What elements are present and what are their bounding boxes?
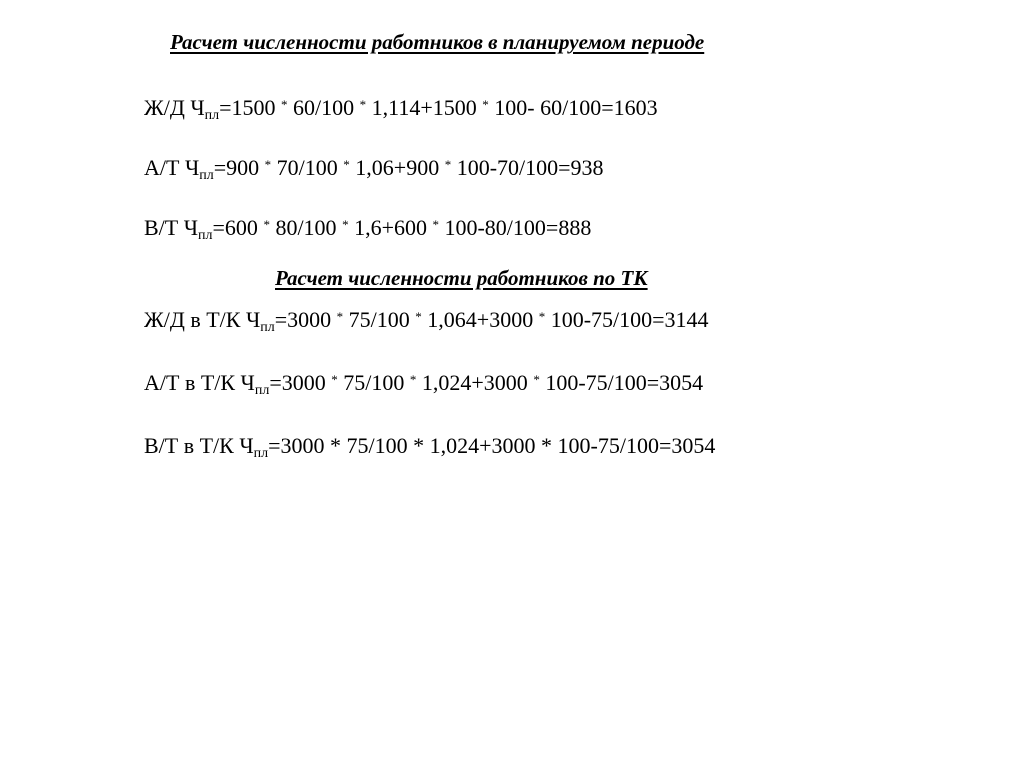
- formula-line: Ж/Д $Ч_{пл}=1500$ * 60/100 * 1,114+1500 * 100- 60/100=1603: [144, 95, 658, 123]
- formula-subscript: пл: [199, 168, 214, 183]
- formula-line: Ж/Д в Т/К $Ч_{пл}=3000$ * 75/100 * 1,064+3000 * 100-75/100=3144: [144, 307, 709, 335]
- formula-subscript: пл: [254, 383, 270, 398]
- formula-subscript: пл: [260, 320, 275, 335]
- formula-prefix: А/Т в Т/К Ч: [144, 370, 255, 395]
- heading-planned-period: Расчет численности работников в планируемом периоде: [170, 30, 705, 54]
- formula-line: А/Т $Ч_{пл}=900$ * 70/100 * 1,06+900 * 100-70/100=938: [144, 155, 604, 183]
- formula-subscript: пл: [198, 228, 213, 243]
- formula-line: В/Т $Ч_{пл}=600$ * 80/100 * 1,6+600 * 100-80/100=888: [144, 215, 592, 243]
- formula-prefix: В/Т в Т/К Ч: [144, 433, 254, 458]
- formula-line: В/Т в Т/К $Ч_{пл}=3000 * 75/100 * 1,024+3000 * 100-75/100=3054$: [144, 433, 716, 461]
- formula-prefix: А/Т Ч: [144, 155, 200, 180]
- formula-prefix: В/Т Ч: [144, 215, 199, 240]
- formula-subscript: пл: [204, 108, 220, 123]
- formula-prefix: Ж/Д в Т/К Ч: [144, 307, 261, 332]
- formula-prefix: Ж/Д Ч: [144, 95, 205, 120]
- formula-subscript: пл: [253, 446, 269, 461]
- formula-line: А/Т в Т/К $Ч_{пл}=3000$ * 75/100 * 1,024+3000 * 100-75/100=3054: [144, 370, 704, 398]
- heading-by-tk: Расчет численности работников по ТК: [275, 266, 648, 290]
